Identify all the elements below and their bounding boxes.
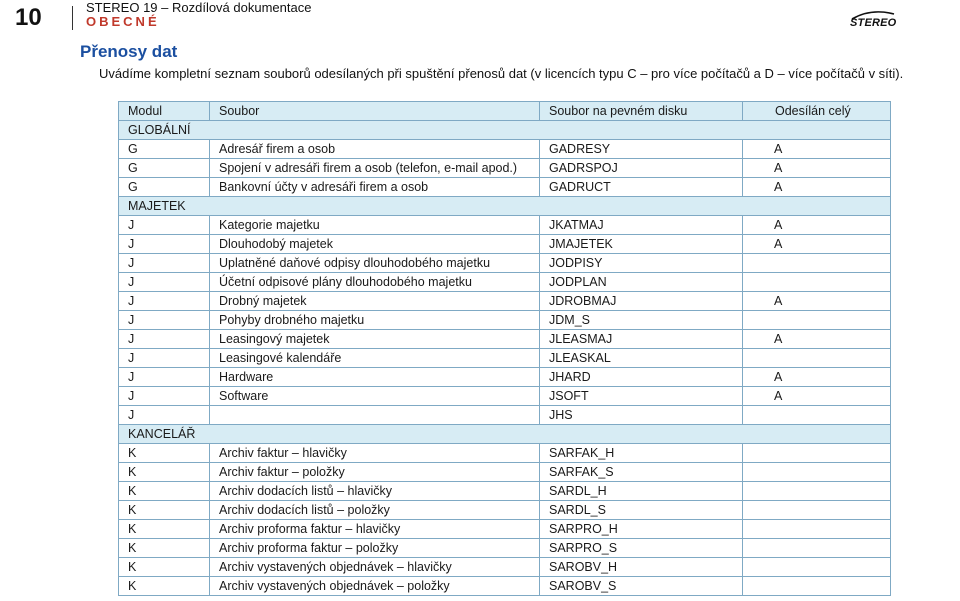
group-label: GLOBÁLNÍ bbox=[119, 121, 891, 140]
sent-whole-cell: A bbox=[743, 330, 891, 349]
sent-whole-cell bbox=[743, 520, 891, 539]
sent-whole-cell: A bbox=[743, 216, 891, 235]
sent-whole-cell: A bbox=[743, 178, 891, 197]
table-row bbox=[119, 349, 891, 368]
disk-file-cell: JLEASMAJ bbox=[540, 330, 743, 349]
table-row bbox=[119, 520, 891, 539]
modul-cell: J bbox=[119, 216, 210, 235]
page-heading: Přenosy dat bbox=[80, 42, 178, 61]
sent-whole-cell bbox=[743, 539, 891, 558]
sent-whole-cell bbox=[743, 254, 891, 273]
modul-cell: K bbox=[119, 539, 210, 558]
table-row bbox=[119, 140, 891, 159]
table-header-row bbox=[119, 102, 891, 121]
sent-whole-cell bbox=[743, 273, 891, 292]
disk-file-cell: SAROBV_S bbox=[540, 577, 743, 596]
table-row bbox=[119, 501, 891, 520]
table-row bbox=[119, 368, 891, 387]
disk-file-cell: JKATMAJ bbox=[540, 216, 743, 235]
document-title: STEREO 19 – Rozdílová dokumentace bbox=[86, 0, 312, 15]
soubor-cell: Účetní odpisové plány dlouhodobého majetku bbox=[210, 273, 540, 292]
soubor-cell: Archiv vystavených objednávek – hlavičky bbox=[210, 558, 540, 577]
disk-file-cell: JSOFT bbox=[540, 387, 743, 406]
table-row bbox=[119, 387, 891, 406]
disk-file-cell: SARDL_S bbox=[540, 501, 743, 520]
table-row bbox=[119, 444, 891, 463]
table-row bbox=[119, 178, 891, 197]
soubor-cell: Pohyby drobného majetku bbox=[210, 311, 540, 330]
sent-whole-cell bbox=[743, 463, 891, 482]
sent-whole-cell bbox=[743, 311, 891, 330]
soubor-cell: Adresář firem a osob bbox=[210, 140, 540, 159]
sent-whole-cell: A bbox=[743, 159, 891, 178]
table-row bbox=[119, 539, 891, 558]
soubor-cell: Software bbox=[210, 387, 540, 406]
sent-whole-cell bbox=[743, 349, 891, 368]
table-row bbox=[119, 577, 891, 596]
modul-cell: K bbox=[119, 558, 210, 577]
soubor-cell: Leasingové kalendáře bbox=[210, 349, 540, 368]
disk-file-cell: SARDL_H bbox=[540, 482, 743, 501]
sent-whole-cell: A bbox=[743, 368, 891, 387]
disk-file-cell: JODPLAN bbox=[540, 273, 743, 292]
soubor-cell: Archiv faktur – položky bbox=[210, 463, 540, 482]
soubor-cell: Archiv proforma faktur – položky bbox=[210, 539, 540, 558]
disk-file-cell: SARFAK_S bbox=[540, 463, 743, 482]
table-group-row bbox=[119, 121, 891, 140]
soubor-cell: Archiv dodacích listů – hlavičky bbox=[210, 482, 540, 501]
modul-cell: J bbox=[119, 292, 210, 311]
column-header-disk: Soubor na pevném disku bbox=[540, 102, 743, 121]
modul-cell: J bbox=[119, 254, 210, 273]
column-header-modul: Modul bbox=[119, 102, 210, 121]
table-row bbox=[119, 406, 891, 425]
modul-cell: G bbox=[119, 159, 210, 178]
files-table bbox=[118, 101, 891, 596]
table-row bbox=[119, 330, 891, 349]
soubor-cell: Dlouhodobý majetek bbox=[210, 235, 540, 254]
modul-cell: J bbox=[119, 330, 210, 349]
table-row bbox=[119, 273, 891, 292]
page-number: 10 bbox=[15, 4, 42, 31]
sent-whole-cell bbox=[743, 482, 891, 501]
modul-cell: K bbox=[119, 463, 210, 482]
soubor-cell: Archiv faktur – hlavičky bbox=[210, 444, 540, 463]
disk-file-cell: JMAJETEK bbox=[540, 235, 743, 254]
disk-file-cell: JDROBMAJ bbox=[540, 292, 743, 311]
sent-whole-cell: A bbox=[743, 140, 891, 159]
modul-cell: K bbox=[119, 520, 210, 539]
modul-cell: J bbox=[119, 273, 210, 292]
soubor-cell: Leasingový majetek bbox=[210, 330, 540, 349]
soubor-cell: Hardware bbox=[210, 368, 540, 387]
table-row bbox=[119, 254, 891, 273]
soubor-cell: Archiv vystavených objednávek – položky bbox=[210, 577, 540, 596]
modul-cell: K bbox=[119, 577, 210, 596]
soubor-cell bbox=[210, 406, 540, 425]
disk-file-cell: GADRESY bbox=[540, 140, 743, 159]
table-row bbox=[119, 216, 891, 235]
group-label: MAJETEK bbox=[119, 197, 891, 216]
sent-whole-cell bbox=[743, 444, 891, 463]
disk-file-cell: SARFAK_H bbox=[540, 444, 743, 463]
table-row bbox=[119, 463, 891, 482]
table-row bbox=[119, 235, 891, 254]
table-group-row bbox=[119, 197, 891, 216]
modul-cell: J bbox=[119, 368, 210, 387]
column-header-soubor: Soubor bbox=[210, 102, 540, 121]
soubor-cell: Uplatněné daňové odpisy dlouhodobého majetku bbox=[210, 254, 540, 273]
sent-whole-cell bbox=[743, 406, 891, 425]
modul-cell: K bbox=[119, 482, 210, 501]
disk-file-cell: GADRUCT bbox=[540, 178, 743, 197]
table-body bbox=[119, 121, 891, 596]
disk-file-cell: SAROBV_H bbox=[540, 558, 743, 577]
modul-cell: J bbox=[119, 406, 210, 425]
disk-file-cell: SARPRO_S bbox=[540, 539, 743, 558]
table-row bbox=[119, 311, 891, 330]
header-divider bbox=[72, 6, 73, 30]
modul-cell: J bbox=[119, 235, 210, 254]
modul-cell: K bbox=[119, 501, 210, 520]
soubor-cell: Archiv dodacích listů – položky bbox=[210, 501, 540, 520]
sent-whole-cell bbox=[743, 577, 891, 596]
soubor-cell: Drobný majetek bbox=[210, 292, 540, 311]
soubor-cell: Spojení v adresáři firem a osob (telefon, e-mail apod.) bbox=[210, 159, 540, 178]
sent-whole-cell: A bbox=[743, 387, 891, 406]
sent-whole-cell bbox=[743, 558, 891, 577]
section-label: OBECNÉ bbox=[86, 14, 160, 29]
modul-cell: G bbox=[119, 178, 210, 197]
disk-file-cell: JODPISY bbox=[540, 254, 743, 273]
soubor-cell: Archiv proforma faktur – hlavičky bbox=[210, 520, 540, 539]
sent-whole-cell bbox=[743, 501, 891, 520]
column-header-cely: Odesílán celý bbox=[743, 102, 891, 121]
disk-file-cell: JHARD bbox=[540, 368, 743, 387]
table-row bbox=[119, 292, 891, 311]
modul-cell: J bbox=[119, 387, 210, 406]
logo-text: STEREO bbox=[850, 17, 897, 29]
modul-cell: J bbox=[119, 349, 210, 368]
table-row bbox=[119, 558, 891, 577]
sent-whole-cell: A bbox=[743, 235, 891, 254]
disk-file-cell: JLEASKAL bbox=[540, 349, 743, 368]
sent-whole-cell: A bbox=[743, 292, 891, 311]
table-group-row bbox=[119, 425, 891, 444]
modul-cell: J bbox=[119, 311, 210, 330]
intro-paragraph: Uvádíme kompletní seznam souborů odesílaných při spuštění přenosů dat (v licencích typu C – pro více počítačů a D – více počítačů v síti). bbox=[99, 66, 904, 81]
soubor-cell: Kategorie majetku bbox=[210, 216, 540, 235]
modul-cell: G bbox=[119, 140, 210, 159]
table-row bbox=[119, 159, 891, 178]
disk-file-cell: JDM_S bbox=[540, 311, 743, 330]
disk-file-cell: JHS bbox=[540, 406, 743, 425]
group-label: KANCELÁŘ bbox=[119, 425, 891, 444]
disk-file-cell: SARPRO_H bbox=[540, 520, 743, 539]
soubor-cell: Bankovní účty v adresáři firem a osob bbox=[210, 178, 540, 197]
disk-file-cell: GADRSPOJ bbox=[540, 159, 743, 178]
table-row bbox=[119, 482, 891, 501]
stereo-logo bbox=[846, 10, 896, 30]
page-header bbox=[0, 0, 960, 36]
modul-cell: K bbox=[119, 444, 210, 463]
